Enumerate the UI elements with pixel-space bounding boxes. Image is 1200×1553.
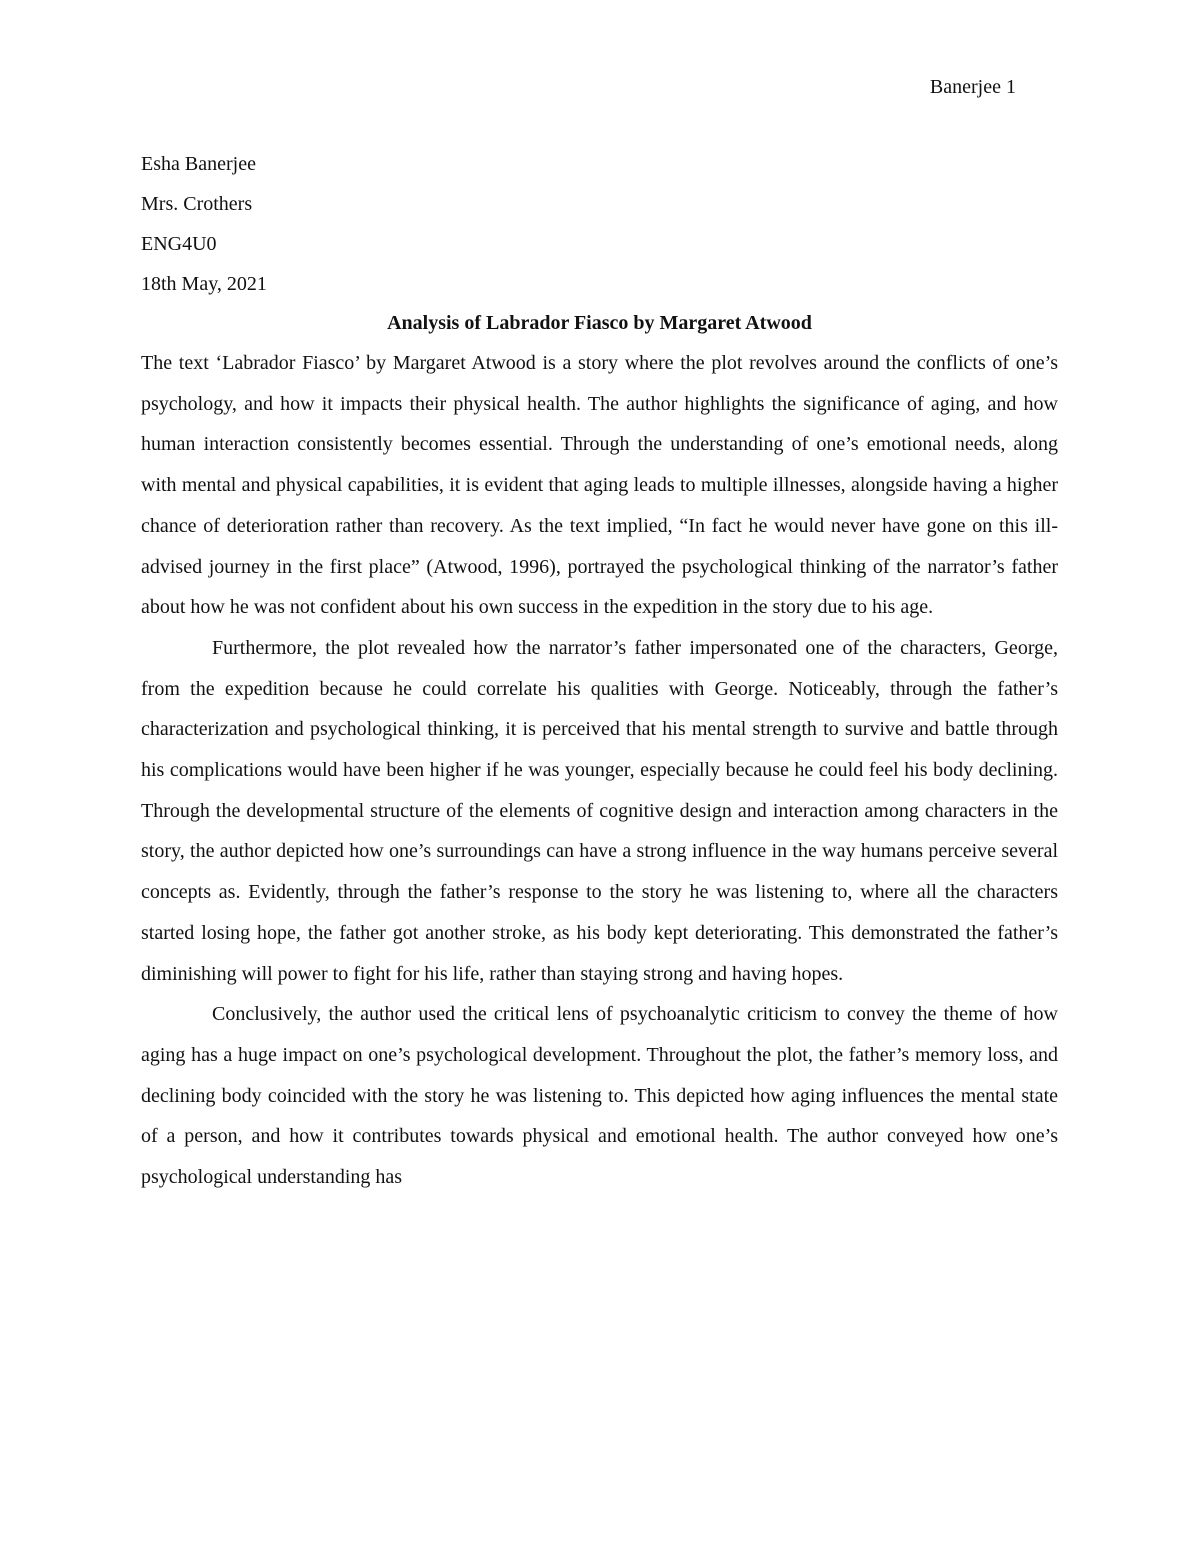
essay-date: 18th May, 2021: [141, 273, 267, 295]
paragraph-2: Furthermore, the plot revealed how the narrator’s father impersonated one of the characters, George, from the expedition because he could correlate his qualities with George. Noticeably, through the father’s characterization and psychological thinking, it is perceived that his mental strength to survive and battle through his complications would have been higher if he was younger, especially because he could feel his body declining. Through the developmental structure of the elements of cognitive design and interaction among characters in the story, the author depicted how one’s surroundings can have a strong influence in the way humans perceive several concepts as. Evidently, through the father’s response to the story he was listening to, where all the characters started losing hope, the father got another stroke, as his body kept deteriorating. This demonstrated the father’s diminishing will power to fight for his life, rather than staying strong and having hopes.: [141, 636, 1058, 985]
mla-heading: [141, 144, 267, 304]
paragraph-3: Conclusively, the author used the critical lens of psychoanalytic criticism to convey the theme of how aging has a huge impact on one’s psychological development. Throughout the plot, the father’s memory loss, and declining body coincided with the story he was listening to. This depicted how aging influences the mental state of a person, and how it contributes towards physical and emotional health. The author conveyed how one’s psychological understanding has: [141, 1003, 1058, 1189]
paragraph-1: The text ‘Labrador Fiasco’ by Margaret Atwood is a story where the plot revolves around the conflicts of one’s psychology, and how it impacts their physical health. The author highlights the significance of aging, and how human interaction consistently becomes essential. Through the understanding of one’s emotional needs, along with mental and physical capabilities, it is evident that aging leads to multiple illnesses, alongside having a higher chance of deterioration rather than recovery. As the text implied, “In fact he would never have gone on this ill-advised journey in the first place” (Atwood, 1996), portrayed the psychological thinking of the narrator’s father about how he was not confident about his own success in the expedition in the story due to his age.: [141, 352, 1058, 619]
teacher-name: Mrs. Crothers: [141, 193, 253, 215]
essay-title: Analysis of Labrador Fiasco by Margaret Atwood: [387, 312, 812, 334]
essay-body: [141, 343, 1058, 1198]
course-code: ENG4U0: [141, 233, 217, 255]
page-number-label: Banerjee 1: [929, 76, 1016, 98]
student-name: Esha Banerjee: [141, 153, 256, 175]
page-header: [930, 74, 1016, 100]
